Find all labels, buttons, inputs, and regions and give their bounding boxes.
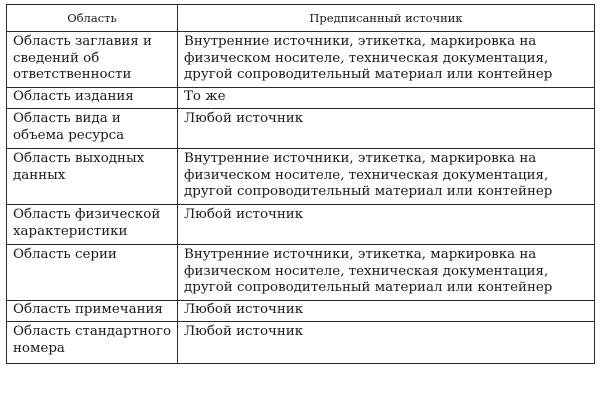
header-source: Предписанный источник bbox=[178, 5, 595, 32]
table-row bbox=[7, 32, 595, 88]
source-cell: Внутренние источники, этикетка, маркировка на физическом носителе, техническая документация, другой сопроводительный материал или контейнер bbox=[178, 245, 595, 301]
source-cell: То же bbox=[178, 88, 595, 109]
source-cell: Внутренние источники, этикетка, маркировка на физическом носителе, техническая документация, другой сопроводительный материал или контейнер bbox=[178, 32, 595, 88]
source-cell: Внутренние источники, этикетка, маркировка на физическом носителе, техническая документация, другой сопроводительный материал или контейнер bbox=[178, 149, 595, 205]
table-row bbox=[7, 109, 595, 149]
table-row bbox=[7, 205, 595, 245]
area-cell: Область физической характеристики bbox=[7, 205, 178, 245]
area-cell: Область издания bbox=[7, 88, 178, 109]
area-cell: Область примечания bbox=[7, 301, 178, 322]
area-cell: Область заглавия и сведений об ответственности bbox=[7, 32, 178, 88]
area-cell: Область вида и объема ресурса bbox=[7, 109, 178, 149]
prescribed-sources-table bbox=[6, 4, 595, 364]
table-row bbox=[7, 322, 595, 364]
area-cell: Область стандартного номера bbox=[7, 322, 178, 364]
area-cell: Область серии bbox=[7, 245, 178, 301]
header-row bbox=[7, 5, 595, 32]
source-cell: Любой источник bbox=[178, 322, 595, 364]
table-row bbox=[7, 149, 595, 205]
table-row bbox=[7, 88, 595, 109]
source-cell: Любой источник bbox=[178, 109, 595, 149]
table-row bbox=[7, 245, 595, 301]
table-row bbox=[7, 301, 595, 322]
header-area: Область bbox=[7, 5, 178, 32]
area-cell: Область выходных данных bbox=[7, 149, 178, 205]
source-cell: Любой источник bbox=[178, 205, 595, 245]
source-cell: Любой источник bbox=[178, 301, 595, 322]
